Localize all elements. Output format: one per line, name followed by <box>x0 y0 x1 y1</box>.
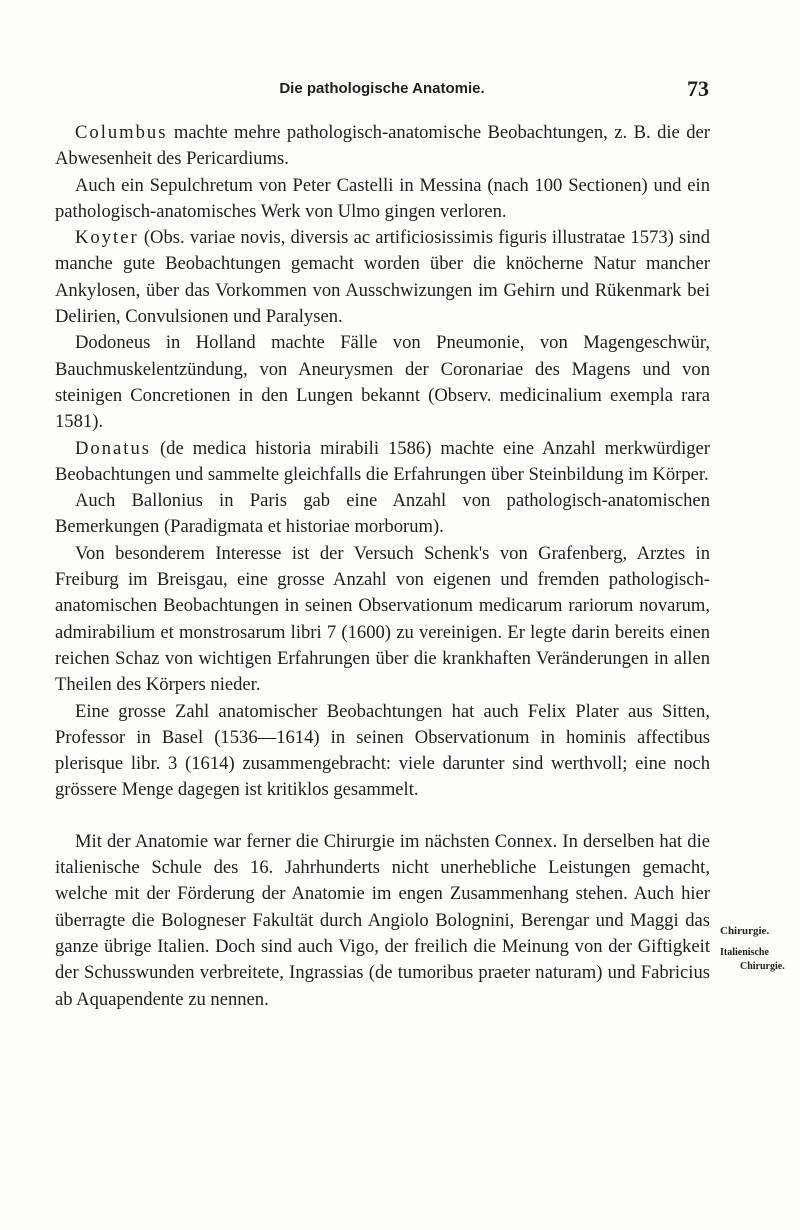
paragraph-koyter: Koyter (Obs. variae novis, diversis ac artificiosissimis figuris illustratae 1573) sind manche gute Beobachtungen gemacht worden über die knöcherne Natur mancher Ankylosen, über das Vorkommen von Ausschwizungen im Gehirn und Rükenmark bei Delirien, Convulsionen und Paralysen. <box>55 227 710 328</box>
margin-note-line2: Italienische <box>720 947 769 958</box>
margin-note-line1: Chirurgie. <box>720 925 770 937</box>
page-number: 73 <box>687 76 709 101</box>
name-donatus: Donatus <box>75 437 151 459</box>
paragraph-ballonius: Auch Ballonius in Paris gab eine Anzahl von pathologisch-anatomischen Bemerkungen (Paradigmata et historiae morborum). <box>55 490 710 538</box>
name-koyter: Koyter <box>75 227 139 249</box>
paragraph-castelli: Auch ein Sepulchretum von Peter Castelli in Messina (nach 100 Sectionen) und ein pathologisch-anatomisches Werk von Ulmo gingen verloren. <box>55 174 710 222</box>
page-header <box>55 76 709 104</box>
paragraph-chirurgie: Mit der Anatomie war ferner die Chirurgie im nächsten Connex. In derselben hat die italienische Schule des 16. Jahrhunderts nicht unerhebliche Leistungen gemacht, welche mit der Förderung der Anatomie im engen Zusammenhang stehen. Auch hier überragte die Bologneser Fakultät durch Angiolo Bolognini, Berengar und Maggi das ganze übrige Italien. Doch sind auch Vigo, der freilich die Meinung von der Giftigkeit der Schusswunden verbreitete, Ingrassias (de tumoribus praeter naturam) und Fabricius ab Aquapendente zu nennen. <box>55 830 710 1010</box>
margin-note-line3: Chirurgie. <box>740 961 785 972</box>
margin-note <box>720 924 800 974</box>
name-columbus: Columbus <box>75 122 168 143</box>
paragraph-schenk: Von besonderem Interesse ist der Versuch Schenk's von Grafenberg, Arztes in Freiburg im Breisgau, eine grosse Anzahl von eigenen und fremden pathologisch-anatomischen Beobachtungen in seinen Observationum medicarum rariorum novarum, admirabilium et monstrosarum libri 7 (1600) zu vereinigen. Er legte darin bereits einen reichen Schaz von wichtigen Erfahrungen über die krankhaften Veränderungen in allen Theilen des Körpers nieder. <box>55 542 710 696</box>
main-text <box>55 120 710 1013</box>
paragraph-dodoneus: Dodoneus in Holland machte Fälle von Pneumonie, von Magengeschwür, Bauchmuskelentzündung, von Aneurysmen der Coronariae des Magens und von steinigen Concretionen in den Lungen bekannt (Observ. medicinalium exempla rara 1581). <box>55 332 710 433</box>
running-title: Die pathologische Anatomie. <box>279 80 485 97</box>
paragraph-donatus: Donatus (de medica historia mirabili 1586) machte eine Anzahl merkwürdiger Beobachtungen und sammelte gleichfalls die Erfahrungen über Steinbildung im Körper. <box>55 437 710 485</box>
paragraph-columbus: Columbus machte mehre pathologisch-anatomische Beobachtungen, z. B. die der Abwesenheit des Pericardiums. <box>55 122 710 170</box>
paragraph-plater: Eine grosse Zahl anatomischer Beobachtungen hat auch Felix Plater aus Sitten, Professor in Basel (1536—1614) in seinen Observationum in hominis affectibus plerisque libr. 3 (1614) zusammengebracht: viele darunter sind werthvoll; eine noch grössere Menge dagegen ist kritiklos gesammelt. <box>55 700 710 801</box>
